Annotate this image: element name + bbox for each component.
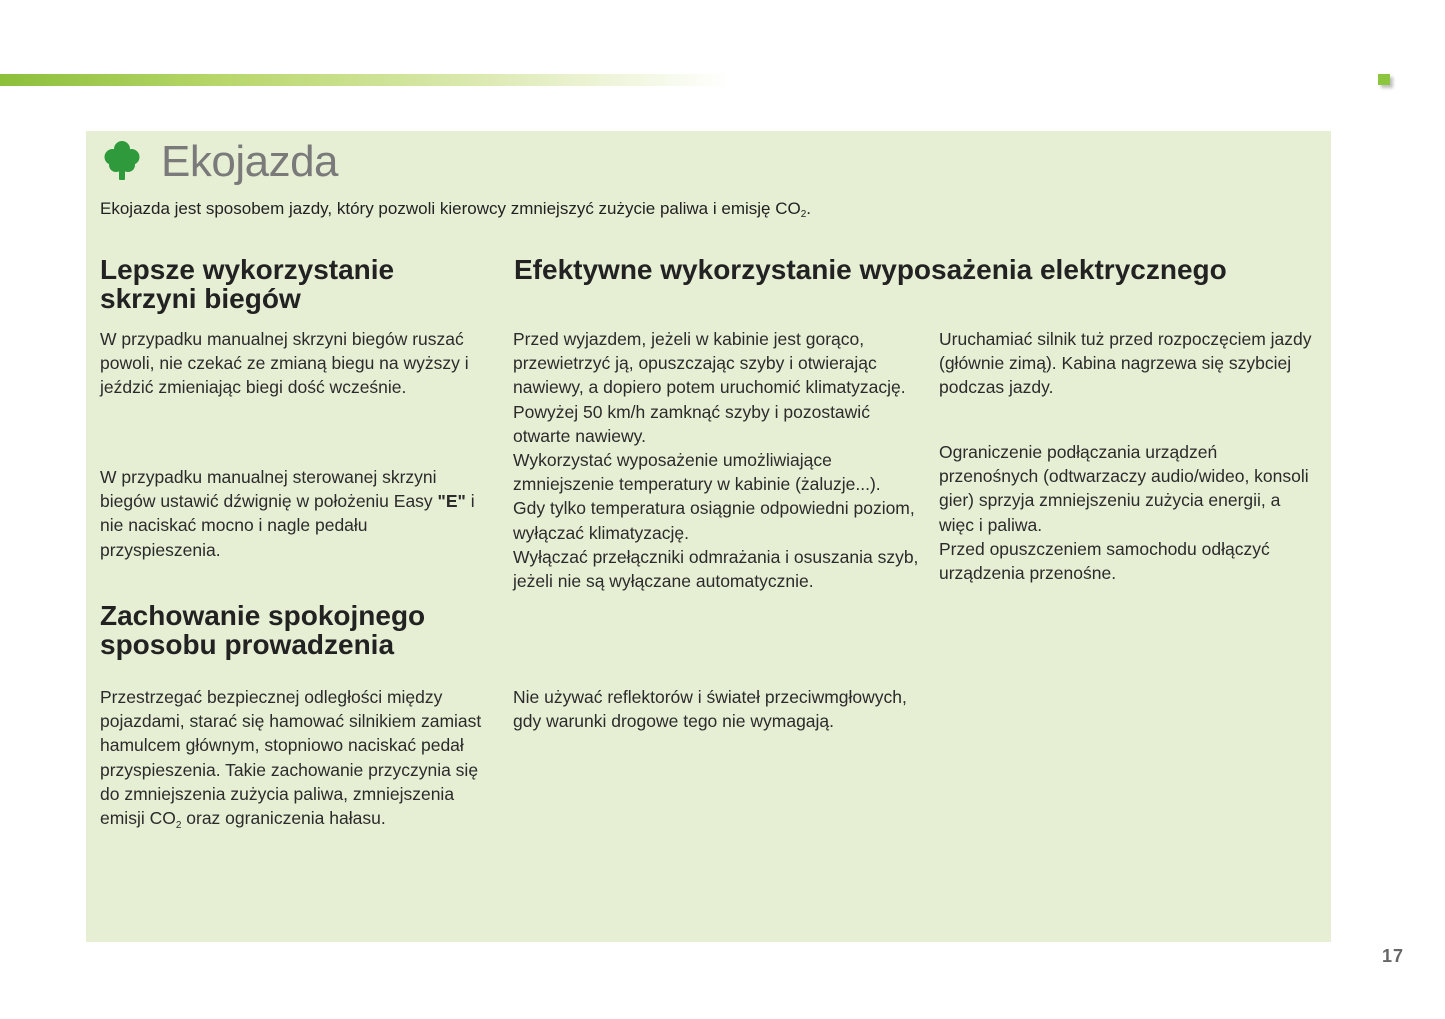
electric-col2-line: Przed opuszczeniem samochodu odłączyć urządzenia przenośne. bbox=[939, 538, 1270, 584]
calm-driving-paragraph bbox=[100, 685, 490, 838]
electric-col1-line: Gdy tylko temperatura osiągnie odpowiedni poziom, wyłączać klimatyzację. bbox=[513, 498, 915, 543]
electric-equipment-heading: Efektywne wykorzystanie wyposażenia elektrycznego bbox=[514, 254, 1227, 285]
calm-co2-subscript: 2 bbox=[175, 820, 182, 832]
electric-col1-line: Powyżej 50 km/h zamknąć szyby i pozostawić otwarte nawiewy. bbox=[513, 401, 870, 446]
intro-co2-subscript: 2 bbox=[800, 209, 807, 220]
electric-col2-paragraph-2 bbox=[939, 440, 1319, 585]
electric-col1-line: Wykorzystać wyposażenie umożliwiające zmniejszenie temperatury w kabinie (żaluzje...). bbox=[513, 450, 881, 495]
calm-driving-text: Przestrzegać bezpiecznej odległości między pojazdami, starać się hamować silnikiem zamiast hamulcem głównym, stopniowo naciskać pedał przyspieszenia. Takie zachowanie przyczynia się do zmniejszenia zużycia paliwa, zmniejszenia emisji CO bbox=[100, 687, 482, 829]
intro-text-end: . bbox=[806, 199, 812, 218]
electric-col1-paragraph-2: Nie używać reflektorów i świateł przeciwmgłowych, gdy warunki drogowe tego nie wymagają. bbox=[513, 687, 907, 732]
gears-paragraph-2-end: i nie naciskać mocno i nagle pedału przyspieszenia. bbox=[100, 491, 475, 560]
gears-paragraph-1: W przypadku manualnej skrzyni biegów ruszać powoli, nie czekać ze zmianą biegu na wyższy i jeździć zmieniając biegi dość wcześnie. bbox=[100, 329, 469, 398]
electric-col2-line: Ograniczenie podłączania urządzeń przenośnych (odtwarzaczy audio/wideo, konsoli gier) sprzyja zmniejszeniu zużycia energii, a więc i paliwa. bbox=[939, 442, 1309, 535]
tree-icon bbox=[104, 140, 140, 182]
page-number: 17 bbox=[1382, 946, 1405, 966]
easy-mode-label: "E" bbox=[437, 491, 466, 512]
intro-text bbox=[100, 197, 811, 227]
top-accent-bar bbox=[0, 74, 730, 86]
electric-col1-line: Wyłączać przełączniki odmrażania i osuszania szyb, jeżeli nie są wyłączane automatycznie. bbox=[513, 546, 919, 592]
gears-heading: Lepsze wykorzystanie skrzyni biegów bbox=[100, 254, 395, 314]
gears-paragraph-2 bbox=[100, 465, 480, 562]
intro-text-main: Ekojazda jest sposobem jazdy, który pozwoli kierowcy zmniejszyć zużycie paliwa i emisję CO bbox=[100, 199, 801, 218]
electric-col2-paragraph-1: Uruchamiać silnik tuż przed rozpoczęciem jazdy (głównie zimą). Kabina nagrzewa się szybciej podczas jazdy. bbox=[939, 329, 1312, 398]
corner-square-marker bbox=[1378, 74, 1390, 85]
electric-col1-paragraph-1 bbox=[513, 327, 923, 593]
calm-driving-text-end: oraz ograniczenia hałasu. bbox=[181, 808, 386, 829]
electric-col1-line: Przed wyjazdem, jeżeli w kabinie jest gorąco, przewietrzyć ją, opuszczając szyby i otwierając nawiewy, a dopiero potem uruchomić klimatyzację. bbox=[513, 329, 906, 398]
calm-driving-heading: Zachowanie spokojnego sposobu prowadzenia bbox=[100, 600, 426, 660]
page-title: Ekojazda bbox=[161, 137, 339, 186]
gears-paragraph-2-text: W przypadku manualnej sterowanej skrzyni biegów ustawić dźwignię w położeniu Easy bbox=[100, 467, 438, 512]
